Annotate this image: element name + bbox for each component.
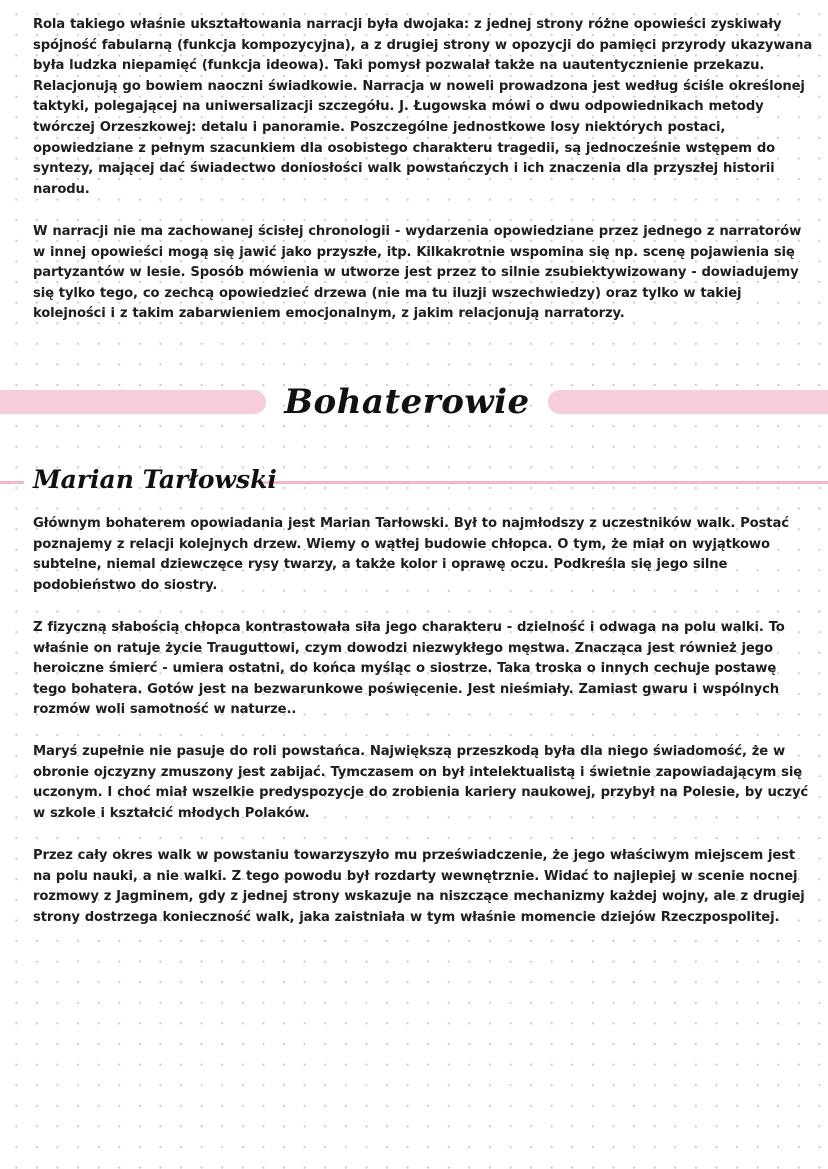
subheading-rule-left — [0, 481, 24, 484]
section-title-band-left — [0, 390, 266, 414]
subheading-rule-right — [260, 481, 828, 484]
section-title-band-right — [548, 390, 828, 414]
character-paragraph-4: Przez cały okres walk w powstaniu towarzyszyło mu przeświadczenie, że jego właściwym miejscem jest na polu nauki, a nie walki. Z tego powodu był rozdarty wewnętrznie. Widać to najlepiej w scenie nocnej rozmowy z Jagminem, gdy z jednej strony wskazuje na niszczące mechanizmy każdej wojny, ale z drugiej strony dostrzega konieczność walk, jaka zaistniała w tym właśnie momencie dziejów Rzeczpospolitej. — [33, 848, 805, 925]
intro-paragraph-2: W narracji nie ma zachowanej ścisłej chronologii - wydarzenia opowiedziane przez jednego z narratorów w innej opowieści mogą się jawić jako przyszłe, itp. Kilkakrotnie wspomina się np. scenę pojawienia się partyzantów w lesie. Sposób mówienia w utworze jest przez to silnie zsubiektywizowany - dowiadujemy się tylko tego, co zechcą opowiedzieć drzewa (nie ma tu iluzji wszechwiedzy) oraz tylko w takiej kolejności i z takim zabarwieniem emocjonalnym, z jakim relacjonują narratorzy. — [33, 224, 802, 322]
section-title: Bohaterowie — [284, 382, 530, 422]
character-paragraph-1: Głównym bohaterem opowiadania jest Marian Tarłowski. Był to najmłodszy z uczestników walk. Postać poznajemy z relacji kolejnych drzew. Wiemy o wątłej budowie chłopca. O tym, że miał on wyjątkowo subtelne, niemal dziewczęce rysy twarzy, a także kolor i oprawę oczu. Podkreśla się jego silne podobieństwo do siostry. — [33, 516, 789, 593]
character-paragraph-2: Z fizyczną słabością chłopca kontrastowała siła jego charakteru - dzielność i odwaga na polu walki. To właśnie on ratuje życie Trauguttowi, czym dowodzi niezwykłego męstwa. Znacząca jest również jego heroiczne śmierć - umiera ostatni, do końca myśląc o siostrze. Taka troska o innych cechuje postawę tego bohatera. Gotów jest na bezwarunkowe poświęcenie. Jest nieśmiały. Zamiast gwaru i wspólnych rozmów woli samotność w naturze.. — [33, 620, 785, 718]
intro-paragraph-1: Rola takiego właśnie ukształtowania narracji była dwojaka: z jednej strony różne opowieści zyskiwały spójność fabularną (funkcja kompozycyjna), a z drugiej strony w opozycji do pamięci przyrody ukazywana była ludzka niepamięć (funkcja ideowa). Taki pomysł pozwalał także na uautentycznienie przekazu. Relacjonują go bowiem naoczni świadkowie. Narracja w noweli prowadzona jest według ściśle określonej taktyki, polegającej na uniwersalizacji szczegółu. J. Ługowska mówi o dwu odpowiednikach metody twórczej Orzeszkowej: detalu i panoramie. Poszczególne jednostkowe losy niektórych postaci, opowiedziane z pełnym szacunkiem dla osobistego charakteru tragedii, są jednocześnie wstępem do syntezy, mającej dać świadectwo doniosłości walk powstańczych i ich znaczenia dla przyszłej historii narodu. — [33, 17, 813, 197]
character-heading: Marian Tarłowski — [33, 465, 277, 494]
character-paragraph-3: Maryś zupełnie nie pasuje do roli powstańca. Największą przeszkodą była dla niego świadomość, że w obronie ojczyzny zmuszony jest zabijać. Tymczasem on był intelektualistą i świetnie zapowiadającym się uczonym. I choć miał wszelkie predyspozycje do zrobienia kariery naukowej, przybył na Polesie, by uczyć w szkole i kształcić młodych Polaków. — [33, 744, 809, 821]
